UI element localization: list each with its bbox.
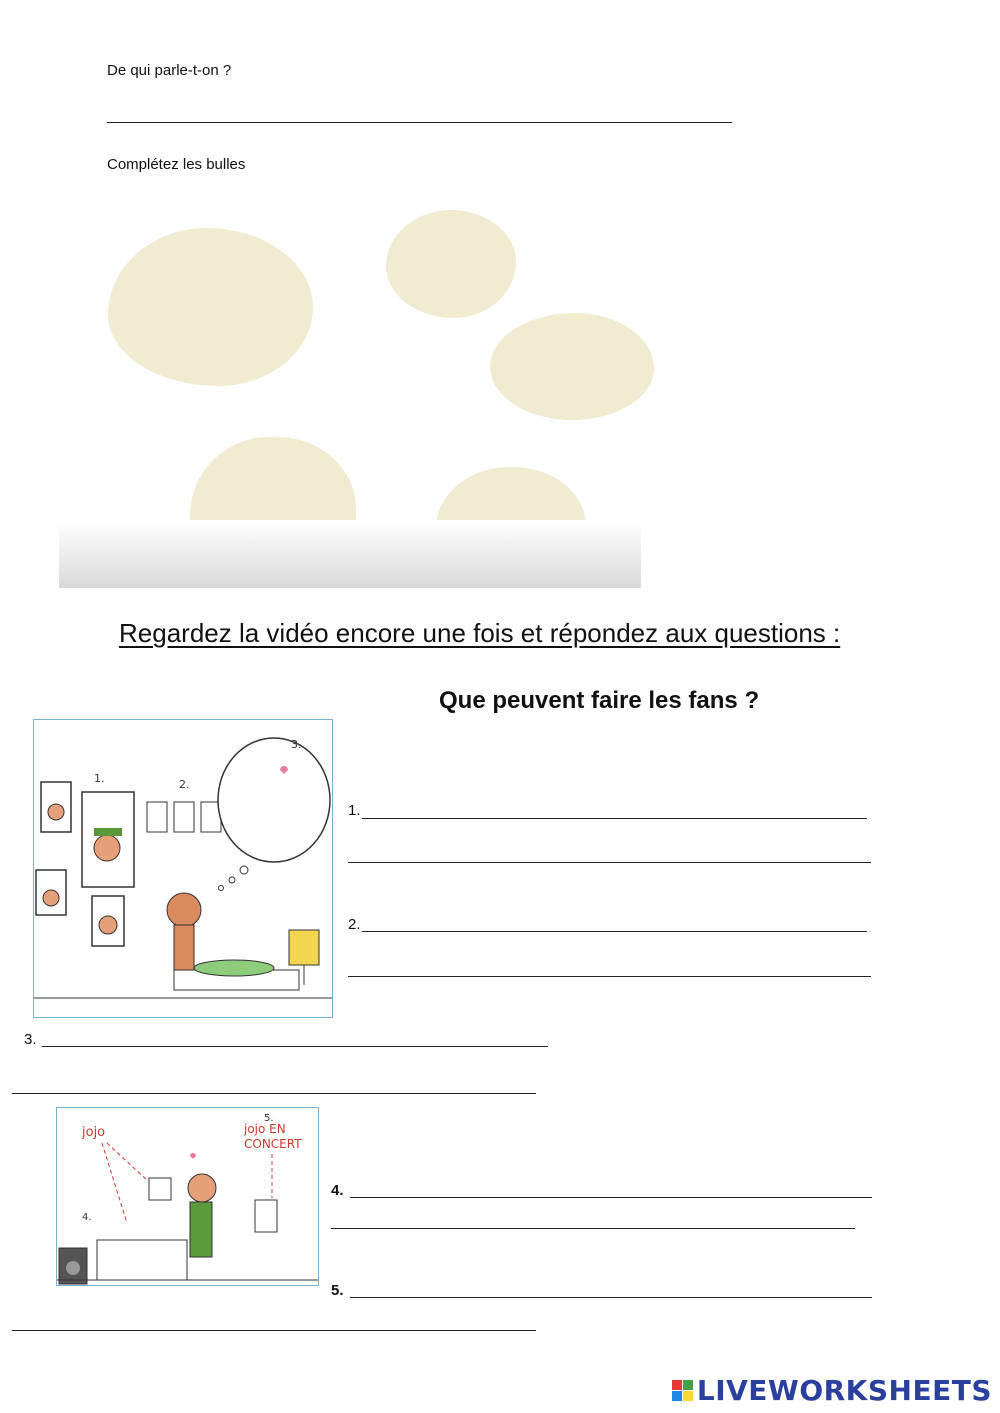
answer-number-2: 2. xyxy=(348,916,361,933)
answer-line-4b[interactable] xyxy=(331,1228,855,1229)
question-who: De qui parle-t-on ? xyxy=(107,62,232,79)
answer-line-2b[interactable] xyxy=(348,976,871,977)
label-4: 4. xyxy=(82,1212,92,1223)
logo-letter-l xyxy=(672,1380,682,1390)
gray-shadow-strip xyxy=(59,520,641,588)
answer-number-3: 3. xyxy=(24,1031,37,1048)
answer-line-2a[interactable] xyxy=(362,931,867,932)
logo-grid-icon xyxy=(672,1380,693,1401)
fan-collector-drawing xyxy=(57,1108,318,1285)
answer-line-5b[interactable] xyxy=(12,1330,536,1331)
section-heading: Regardez la vidéo encore une fois et répondez aux questions : xyxy=(119,618,841,648)
answer-number-5: 5. xyxy=(331,1282,344,1299)
label-concert-line1: jojo EN xyxy=(244,1122,286,1136)
answer-line-1b[interactable] xyxy=(348,862,871,863)
answer-number-1: 1. xyxy=(348,802,361,819)
speech-bubble[interactable] xyxy=(386,210,516,318)
answer-line-4a[interactable] xyxy=(350,1197,872,1198)
answer-line-who[interactable] xyxy=(107,122,732,123)
label-concert-line2: CONCERT xyxy=(244,1137,302,1151)
section-subheading: Que peuvent faire les fans ? xyxy=(439,687,760,714)
speech-bubble[interactable] xyxy=(490,313,654,420)
fan-room-drawing xyxy=(34,720,332,1017)
answer-line-3a[interactable] xyxy=(42,1046,548,1047)
answer-number-4: 4. xyxy=(331,1182,344,1199)
speech-bubble[interactable] xyxy=(108,228,313,386)
label-1: 1. xyxy=(94,772,105,785)
liveworksheets-logo[interactable] xyxy=(672,1374,992,1407)
answer-line-5a[interactable] xyxy=(350,1297,872,1298)
brand-name: LIVEWORKSHEETS xyxy=(696,1374,992,1407)
logo-letter-v xyxy=(672,1391,682,1401)
logo-letter-i xyxy=(683,1380,693,1390)
label-2: 2. xyxy=(179,778,190,791)
illustration-fan-collector xyxy=(56,1107,319,1286)
bubbles-instruction: Complétez les bulles xyxy=(107,156,246,173)
illustration-fan-room xyxy=(33,719,333,1018)
answer-line-3b[interactable] xyxy=(12,1093,536,1094)
answer-line-1a[interactable] xyxy=(362,818,867,819)
label-3: 3. xyxy=(291,738,302,751)
label-5: 5. xyxy=(264,1113,274,1124)
label-jojo: jojo xyxy=(82,1125,106,1140)
logo-letter-e xyxy=(683,1391,693,1401)
